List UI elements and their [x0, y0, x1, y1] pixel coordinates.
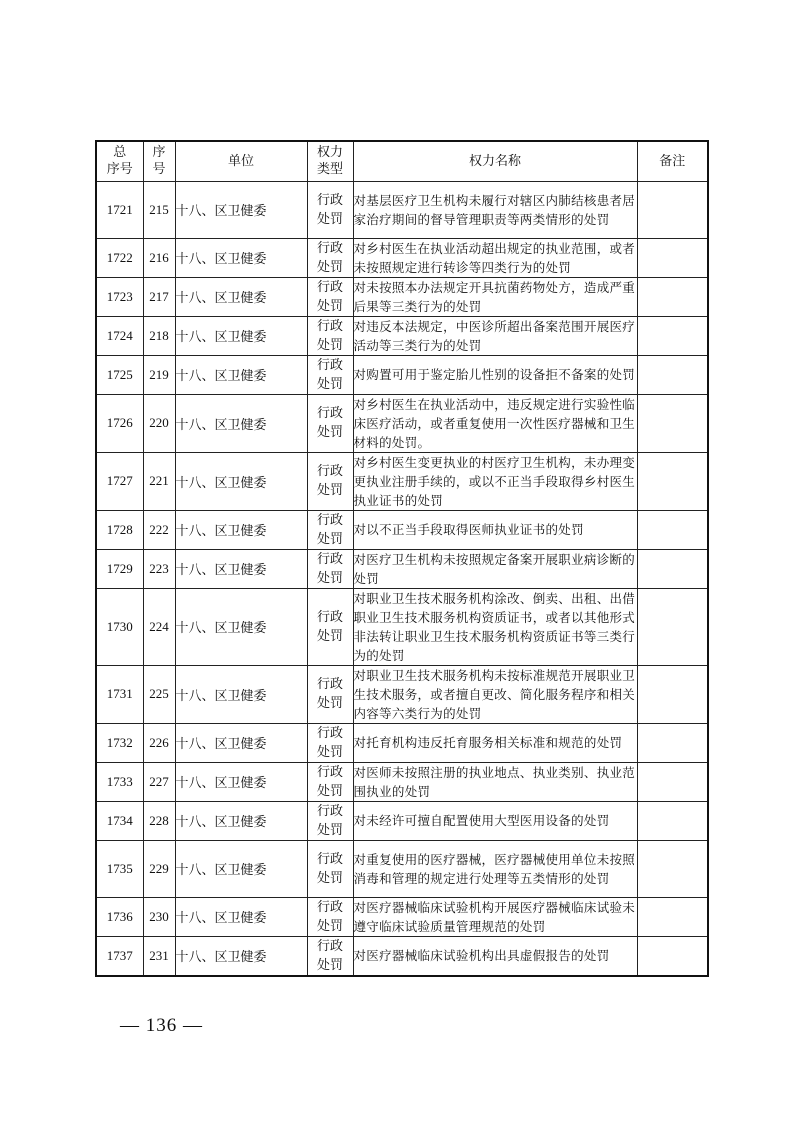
header-seq-no: 序 号: [143, 141, 175, 181]
unit-cell: 十八、区卫健委: [175, 588, 307, 665]
power-list-table: [95, 140, 709, 977]
seq-no-cell: 218: [143, 316, 175, 355]
table-header-row: [96, 141, 708, 181]
seq-no-cell: 222: [143, 510, 175, 549]
power-type-cell: 行政 处罚: [307, 936, 353, 976]
table-row: [96, 277, 708, 316]
seq-no-cell: 216: [143, 238, 175, 277]
remarks-cell: [637, 549, 708, 588]
seq-no-cell: 226: [143, 723, 175, 762]
total-no-cell: 1729: [96, 549, 143, 588]
table-row: [96, 549, 708, 588]
power-type-cell: 行政 处罚: [307, 510, 353, 549]
unit-cell: 十八、区卫健委: [175, 394, 307, 452]
power-name-cell: 对医疗器械临床试验机构出具虚假报告的处罚: [353, 936, 637, 976]
table-row: [96, 723, 708, 762]
remarks-cell: [637, 452, 708, 510]
table-row: [96, 394, 708, 452]
unit-cell: 十八、区卫健委: [175, 762, 307, 801]
unit-cell: 十八、区卫健委: [175, 665, 307, 723]
power-name-cell: 对未按照本办法规定开具抗菌药物处方，造成严重后果等三类行为的处罚: [353, 277, 637, 316]
remarks-cell: [637, 665, 708, 723]
power-type-cell: 行政 处罚: [307, 723, 353, 762]
remarks-cell: [637, 181, 708, 238]
power-type-cell: 行政 处罚: [307, 394, 353, 452]
power-type-cell: 行政 处罚: [307, 181, 353, 238]
power-name-cell: 对未经许可擅自配置使用大型医用设备的处罚: [353, 801, 637, 840]
power-name-cell: 对职业卫生技术服务机构未按标准规范开展职业卫生技术服务，或者擅自更改、简化服务程序和相关内容等六类行为的处罚: [353, 665, 637, 723]
header-remarks: 备注: [637, 141, 708, 181]
remarks-cell: [637, 510, 708, 549]
power-type-cell: 行政 处罚: [307, 665, 353, 723]
remarks-cell: [637, 897, 708, 936]
seq-no-cell: 225: [143, 665, 175, 723]
total-no-cell: 1724: [96, 316, 143, 355]
total-no-cell: 1727: [96, 452, 143, 510]
seq-no-cell: 224: [143, 588, 175, 665]
remarks-cell: [637, 936, 708, 976]
table-body: [96, 181, 708, 976]
seq-no-cell: 231: [143, 936, 175, 976]
remarks-cell: [637, 801, 708, 840]
power-name-cell: 对医师未按照注册的执业地点、执业类别、执业范围执业的处罚: [353, 762, 637, 801]
power-name-cell: 对乡村医生变更执业的村医疗卫生机构，未办理变更执业注册手续的，或以不正当手段取得乡村医生执业证书的处罚: [353, 452, 637, 510]
unit-cell: 十八、区卫健委: [175, 801, 307, 840]
remarks-cell: [637, 723, 708, 762]
unit-cell: 十八、区卫健委: [175, 723, 307, 762]
table-row: [96, 762, 708, 801]
unit-cell: 十八、区卫健委: [175, 452, 307, 510]
unit-cell: 十八、区卫健委: [175, 181, 307, 238]
unit-cell: 十八、区卫健委: [175, 549, 307, 588]
power-type-cell: 行政 处罚: [307, 277, 353, 316]
power-type-cell: 行政 处罚: [307, 762, 353, 801]
power-name-cell: 对乡村医生在执业活动中，违反规定进行实验性临床医疗活动，或者重复使用一次性医疗器械和卫生材料的处罚。: [353, 394, 637, 452]
power-type-cell: 行政 处罚: [307, 452, 353, 510]
power-type-cell: 行政 处罚: [307, 840, 353, 897]
seq-no-cell: 230: [143, 897, 175, 936]
power-name-cell: 对医疗器械临床试验机构开展医疗器械临床试验未遵守临床试验质量管理规范的处罚: [353, 897, 637, 936]
remarks-cell: [637, 840, 708, 897]
table-row: [96, 181, 708, 238]
power-name-cell: 对职业卫生技术服务机构涂改、倒卖、出租、出借职业卫生技术服务机构资质证书，或者以其他形式非法转让职业卫生技术服务机构资质证书等三类行为的处罚: [353, 588, 637, 665]
table-row: [96, 588, 708, 665]
total-no-cell: 1723: [96, 277, 143, 316]
power-name-cell: 对医疗卫生机构未按照规定备案开展职业病诊断的处罚: [353, 549, 637, 588]
table-row: [96, 355, 708, 394]
total-no-cell: 1725: [96, 355, 143, 394]
power-name-cell: 对违反本法规定，中医诊所超出备案范围开展医疗活动等三类行为的处罚: [353, 316, 637, 355]
remarks-cell: [637, 355, 708, 394]
table-row: [96, 840, 708, 897]
remarks-cell: [637, 588, 708, 665]
power-name-cell: 对乡村医生在执业活动超出规定的执业范围，或者未按照规定进行转诊等四类行为的处罚: [353, 238, 637, 277]
remarks-cell: [637, 394, 708, 452]
unit-cell: 十八、区卫健委: [175, 840, 307, 897]
table-row: [96, 316, 708, 355]
unit-cell: 十八、区卫健委: [175, 355, 307, 394]
unit-cell: 十八、区卫健委: [175, 897, 307, 936]
table-row: [96, 510, 708, 549]
unit-cell: 十八、区卫健委: [175, 936, 307, 976]
header-power-name: 权力名称: [353, 141, 637, 181]
seq-no-cell: 229: [143, 840, 175, 897]
total-no-cell: 1732: [96, 723, 143, 762]
total-no-cell: 1731: [96, 665, 143, 723]
power-name-cell: 对基层医疗卫生机构未履行对辖区内肺结核患者居家治疗期间的督导管理职责等两类情形的处罚: [353, 181, 637, 238]
power-type-cell: 行政 处罚: [307, 355, 353, 394]
table-row: [96, 897, 708, 936]
remarks-cell: [637, 277, 708, 316]
power-type-cell: 行政 处罚: [307, 549, 353, 588]
header-total-no: 总 序号: [96, 141, 143, 181]
header-power-type: 权力 类型: [307, 141, 353, 181]
total-no-cell: 1737: [96, 936, 143, 976]
power-name-cell: 对以不正当手段取得医师执业证书的处罚: [353, 510, 637, 549]
seq-no-cell: 219: [143, 355, 175, 394]
total-no-cell: 1728: [96, 510, 143, 549]
power-type-cell: 行政 处罚: [307, 316, 353, 355]
unit-cell: 十八、区卫健委: [175, 510, 307, 549]
seq-no-cell: 228: [143, 801, 175, 840]
power-type-cell: 行政 处罚: [307, 801, 353, 840]
power-name-cell: 对重复使用的医疗器械，医疗器械使用单位未按照消毒和管理的规定进行处理等五类情形的处罚: [353, 840, 637, 897]
power-name-cell: 对购置可用于鉴定胎儿性别的设备拒不备案的处罚: [353, 355, 637, 394]
power-type-cell: 行政 处罚: [307, 238, 353, 277]
total-no-cell: 1722: [96, 238, 143, 277]
total-no-cell: 1736: [96, 897, 143, 936]
seq-no-cell: 215: [143, 181, 175, 238]
unit-cell: 十八、区卫健委: [175, 238, 307, 277]
table-row: [96, 665, 708, 723]
header-unit: 单位: [175, 141, 307, 181]
table-row: [96, 452, 708, 510]
total-no-cell: 1726: [96, 394, 143, 452]
table-row: [96, 936, 708, 976]
unit-cell: 十八、区卫健委: [175, 277, 307, 316]
seq-no-cell: 223: [143, 549, 175, 588]
total-no-cell: 1733: [96, 762, 143, 801]
total-no-cell: 1721: [96, 181, 143, 238]
seq-no-cell: 227: [143, 762, 175, 801]
table-row: [96, 801, 708, 840]
total-no-cell: 1730: [96, 588, 143, 665]
table-row: [96, 238, 708, 277]
remarks-cell: [637, 316, 708, 355]
remarks-cell: [637, 762, 708, 801]
remarks-cell: [637, 238, 708, 277]
power-name-cell: 对托育机构违反托育服务相关标准和规范的处罚: [353, 723, 637, 762]
unit-cell: 十八、区卫健委: [175, 316, 307, 355]
seq-no-cell: 217: [143, 277, 175, 316]
total-no-cell: 1734: [96, 801, 143, 840]
seq-no-cell: 221: [143, 452, 175, 510]
power-type-cell: 行政 处罚: [307, 588, 353, 665]
power-type-cell: 行政 处罚: [307, 897, 353, 936]
total-no-cell: 1735: [96, 840, 143, 897]
seq-no-cell: 220: [143, 394, 175, 452]
page-number: — 136 —: [120, 1015, 203, 1036]
